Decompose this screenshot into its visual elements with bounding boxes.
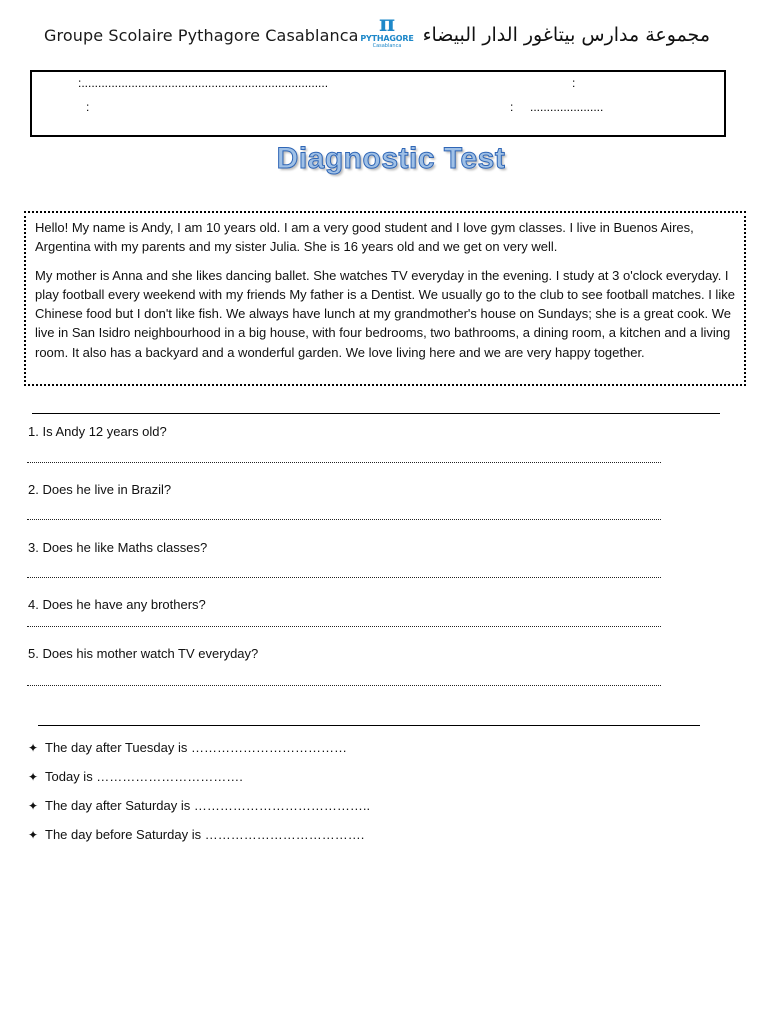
info-line2-right-dots: ...................... bbox=[530, 100, 604, 114]
four-pointed-star-icon: ✦ bbox=[28, 799, 39, 813]
question-3: 3. Does he like Maths classes? bbox=[28, 540, 208, 555]
question-4: 4. Does he have any brothers? bbox=[28, 597, 206, 612]
answer-line-1[interactable] bbox=[27, 462, 661, 464]
day-item-4[interactable] bbox=[28, 827, 364, 842]
section-divider bbox=[38, 725, 700, 726]
day-item-text: Today is ……………………………. bbox=[45, 769, 243, 784]
four-pointed-star-icon: ✦ bbox=[28, 770, 39, 784]
question-2: 2. Does he live in Brazil? bbox=[28, 482, 172, 497]
school-name-french: Groupe Scolaire Pythagore Casablanca bbox=[44, 26, 359, 45]
info-line2-left: : bbox=[86, 100, 90, 114]
four-pointed-star-icon: ✦ bbox=[28, 741, 39, 755]
student-info-box bbox=[30, 70, 726, 137]
day-item-text: The day after Tuesday is ……………………………… bbox=[45, 740, 347, 755]
four-pointed-star-icon: ✦ bbox=[28, 828, 39, 842]
passage-paragraph-2: My mother is Anna and she likes dancing ballet. She watches TV everyday in the evening. I study at 3 o'clock everyday. I play football every weekend with my friends My father is a Dentist. We usually go to the club to see football matches. I like Chinese food but I don't like fish. We always have lunch at my grandmother's house on Sundays; she is a great cook. We live in San Isidro neighbourhood in a big house, with four bedrooms, two bathrooms, a dining room, a kitchen and a living room. It also has a backyard and a wonderful garden. We love living here and we are very happy together. bbox=[35, 267, 735, 360]
page-title: Diagnostic Test bbox=[276, 142, 506, 175]
info-line1-left: :.......................................................................... bbox=[78, 76, 329, 90]
reading-passage bbox=[24, 211, 746, 386]
question-5: 5. Does his mother watch TV everyday? bbox=[28, 646, 259, 661]
passage-paragraph-1: Hello! My name is Andy, I am 10 years old. I am a very good student and I love gym classes. I live in Buenos Aires, Argentina with my parents and my sister Julia. She is 16 years old and we get on very well. bbox=[35, 220, 694, 255]
day-item-text: The day after Saturday is ………………………………….. bbox=[45, 798, 371, 813]
logo-brand-text: PYTHAGORE bbox=[360, 34, 414, 43]
day-item-3[interactable] bbox=[28, 798, 370, 813]
pi-icon: π bbox=[378, 11, 396, 37]
info-line1-right: : bbox=[572, 76, 576, 90]
answer-line-2[interactable] bbox=[27, 519, 661, 521]
answer-line-3[interactable] bbox=[27, 577, 661, 579]
logo-city-text: Casablanca bbox=[372, 43, 402, 49]
answer-line-5[interactable] bbox=[27, 685, 661, 687]
question-1: 1. Is Andy 12 years old? bbox=[28, 424, 167, 439]
school-name-arabic: مجموعة مدارس بيتاغور الدار البيضاء bbox=[422, 24, 710, 46]
answer-line-4[interactable] bbox=[27, 626, 661, 628]
day-item-text: The day before Saturday is ………………………………. bbox=[45, 827, 365, 842]
section-divider bbox=[32, 413, 720, 414]
day-item-2[interactable] bbox=[28, 769, 243, 784]
day-item-1[interactable] bbox=[28, 740, 347, 755]
pythagore-logo bbox=[358, 11, 416, 54]
info-line2-right-colon: : bbox=[510, 100, 514, 114]
